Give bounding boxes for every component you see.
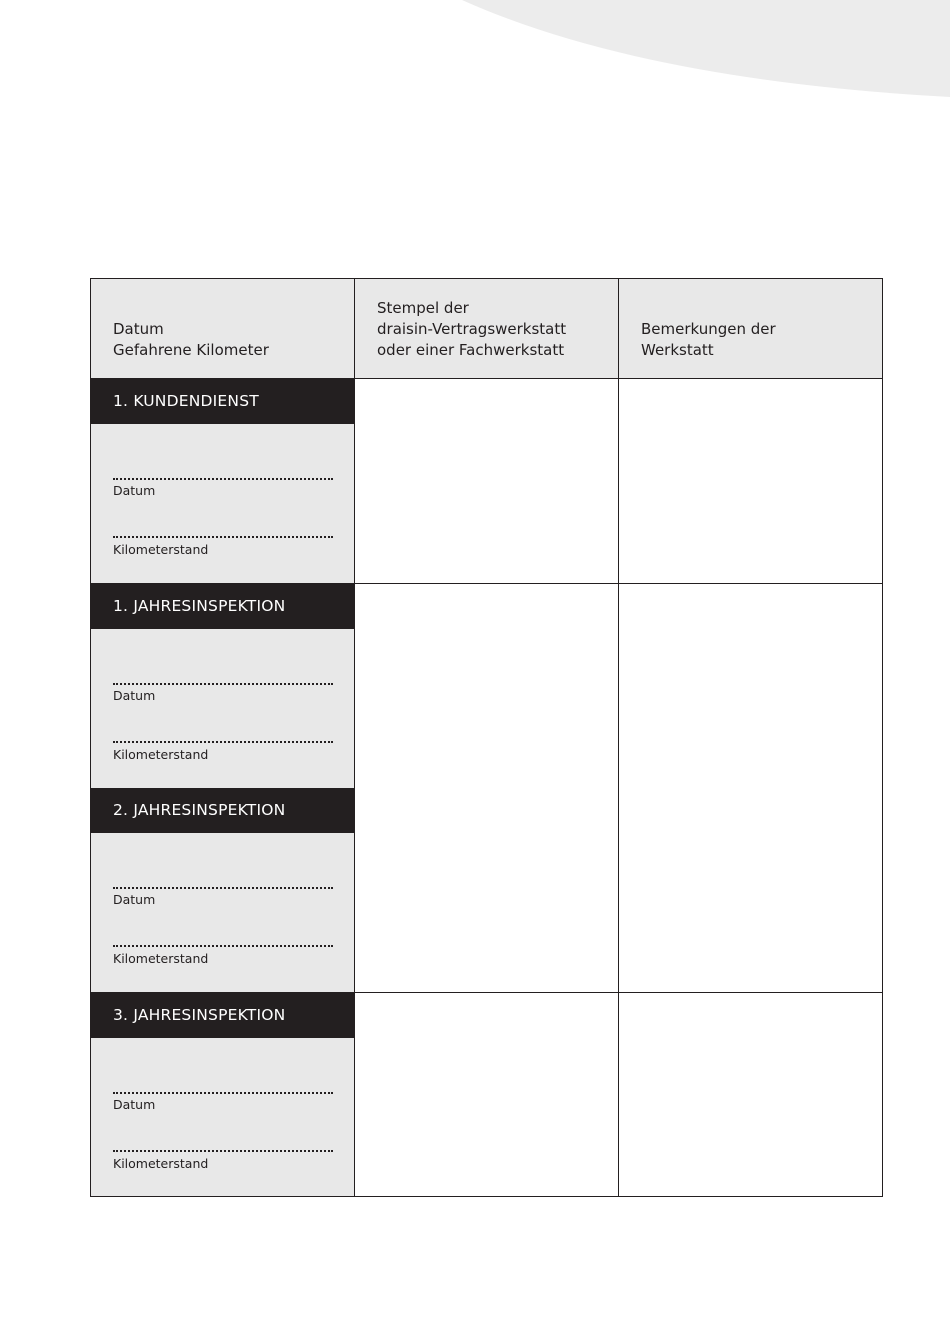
date-entry-line[interactable] [113,478,333,480]
section-title: 3. JAHRESINSPEKTION [91,993,356,1038]
table-header-row [91,279,882,379]
workshop-remarks-cell[interactable] [619,584,882,788]
date-label: Datum [113,483,156,498]
service-section-3 [91,788,882,993]
date-mileage-cell [91,993,355,1196]
date-label: Datum [113,688,156,703]
mileage-entry-line[interactable] [113,945,333,947]
section-title: 1. KUNDENDIENST [91,379,356,424]
workshop-stamp-cell[interactable] [355,993,619,1196]
header-date-mileage: Datum Gefahrene Kilometer [91,279,355,378]
service-record-table [90,278,883,1197]
date-mileage-cell [91,788,355,992]
date-entry-line[interactable] [113,1092,333,1094]
section-title: 1. JAHRESINSPEKTION [91,584,356,629]
mileage-label: Kilometerstand [113,951,209,966]
mileage-label: Kilometerstand [113,1156,209,1171]
workshop-remarks-cell[interactable] [619,993,882,1196]
workshop-stamp-cell[interactable] [355,788,619,992]
workshop-remarks-cell[interactable] [619,788,882,992]
date-entry-line[interactable] [113,683,333,685]
mileage-label: Kilometerstand [113,747,209,762]
service-section-2 [91,584,882,789]
section-title: 2. JAHRESINSPEKTION [91,788,356,833]
date-mileage-cell [91,584,355,788]
header-workshop-stamp: Stempel der draisin-Vertragswerkstatt oder einer Fachwerkstatt [355,279,619,378]
workshop-stamp-cell[interactable] [355,584,619,788]
date-label: Datum [113,892,156,907]
service-section-1 [91,379,882,584]
corner-swoosh-decoration [0,0,950,130]
service-section-4 [91,993,882,1196]
mileage-entry-line[interactable] [113,536,333,538]
workshop-stamp-cell[interactable] [355,379,619,583]
workshop-remarks-cell[interactable] [619,379,882,583]
date-entry-line[interactable] [113,887,333,889]
header-workshop-remarks: Bemerkungen der Werkstatt [641,320,776,359]
mileage-entry-line[interactable] [113,741,333,743]
mileage-entry-line[interactable] [113,1150,333,1152]
mileage-label: Kilometerstand [113,542,209,557]
date-label: Datum [113,1097,156,1112]
date-mileage-cell [91,379,355,583]
